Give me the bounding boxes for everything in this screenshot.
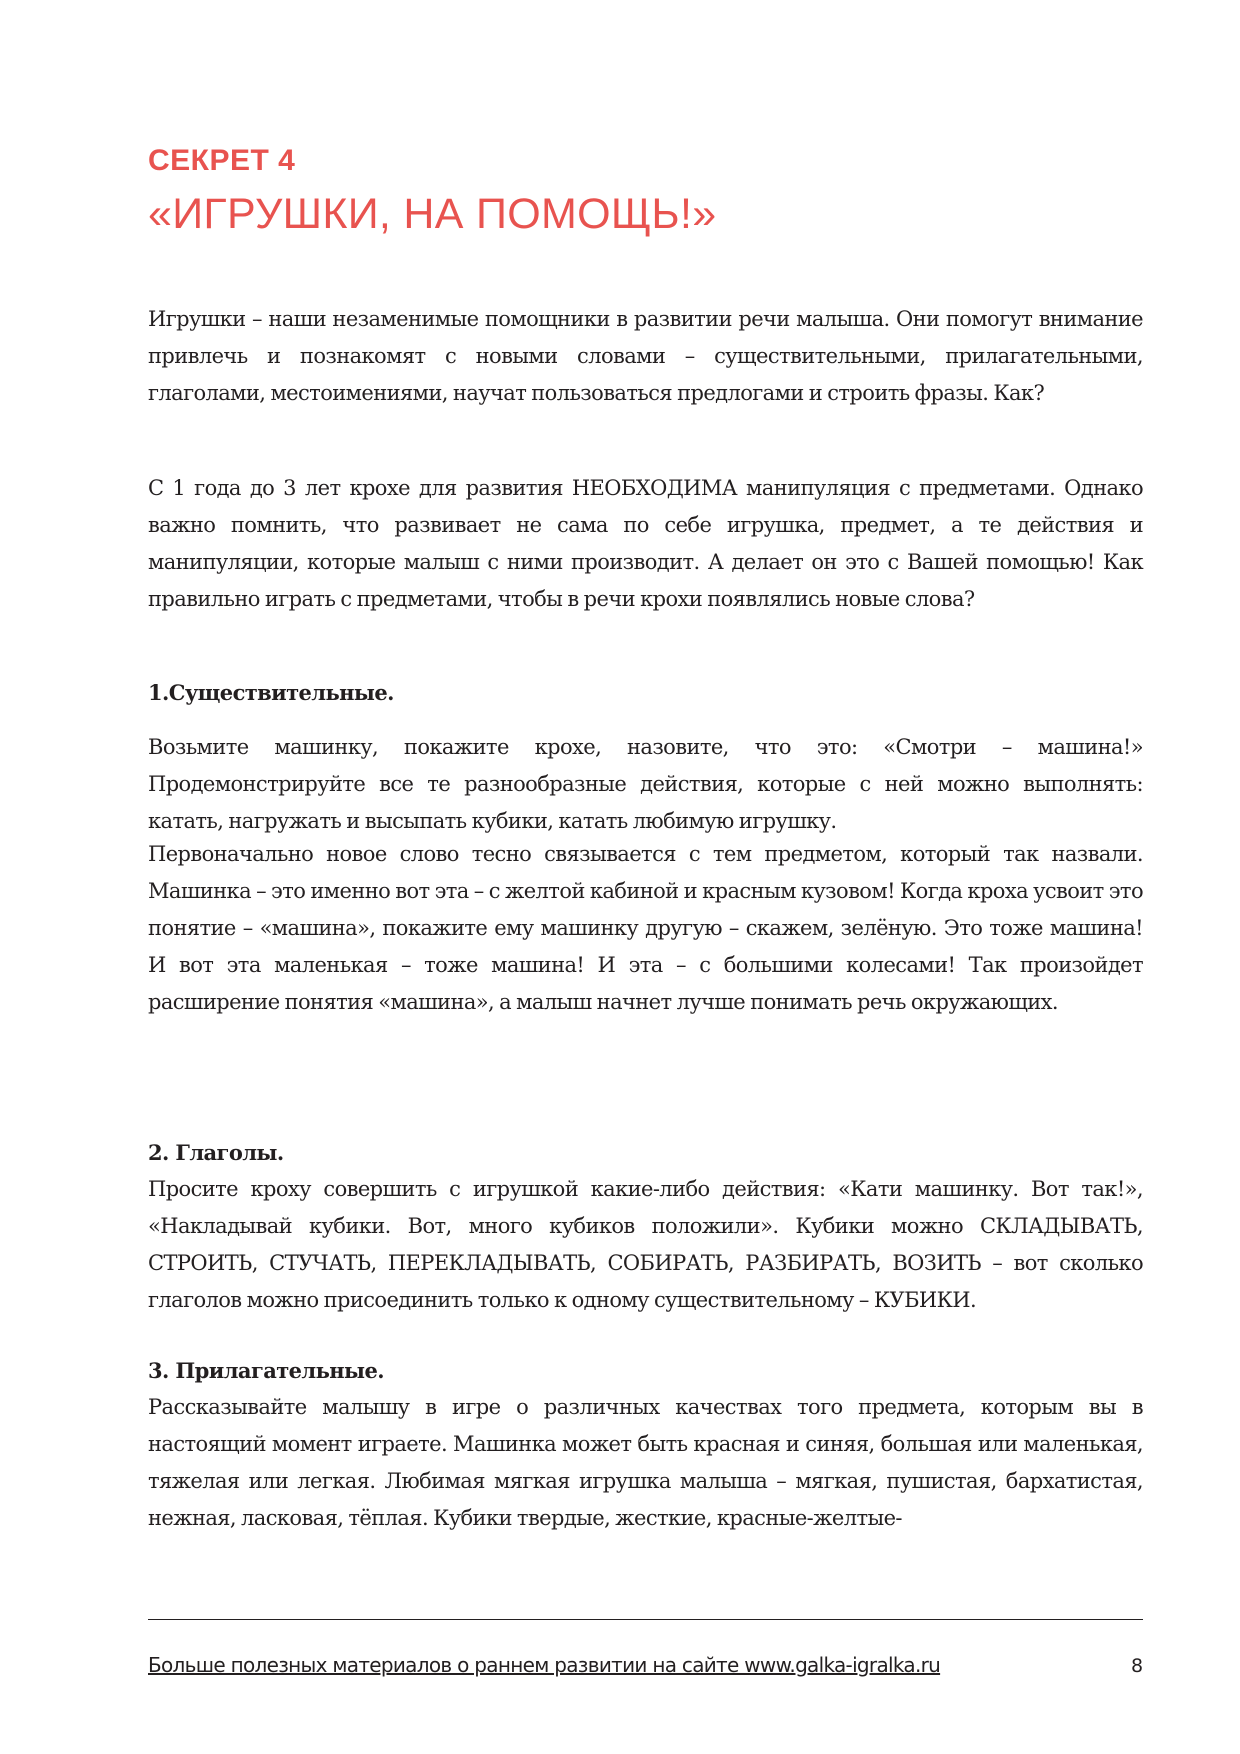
section-nouns-para-2-block: [148, 836, 1143, 1021]
intro-paragraph-1-block: [148, 301, 1143, 412]
intro-paragraph: Игрушки – наши незаменимые помощники в развитии речи малыша. Они помогут внимание привлечь и познакомят с новыми словами – существительными, прилагательными, глаголами, местоимениями, научат пользоваться предлогами и строить фразы. Как?: [148, 307, 1143, 405]
secret-number: СЕКРЕТ 4: [148, 144, 296, 177]
page-number: 8: [1131, 1655, 1144, 1677]
section-adjectives-para-1-block: [148, 1389, 1143, 1537]
section-heading-verbs: 2. Глаголы.: [148, 1140, 284, 1165]
section-paragraph: Возьмите машинку, покажите крохе, назовите, что это: «Смотри – машина!» Продемонстрируйте все те разнообразные действия, которые с ней можно выполнять: катать, нагружать и высыпать кубики, катать любимую игрушку.: [148, 735, 1143, 833]
section-nouns: [148, 674, 1143, 711]
section-heading-nouns: 1.Существительные.: [148, 680, 394, 705]
intro-paragraph: С 1 года до 3 лет крохе для развития НЕОБХОДИМА манипуляция с предметами. Однако важно помнить, что развивает не сама по себе игрушка, предмет, а те действия и манипуляции, которые малыш с ними производит. А делает он это с Вашей помощью! Как правильно играть с предметами, чтобы в речи крохи появлялись новые слова?: [148, 476, 1143, 611]
section-paragraph: Просите кроху совершить с игрушкой какие-либо действия: «Кати машинку. Вот так!», «Накладывай кубики. Вот, много кубиков положили». Кубики можно СКЛАДЫВАТЬ, СТРОИТЬ, СТУЧАТЬ, ПЕРЕКЛАДЫВАТЬ, СОБИРАТЬ, РАЗБИРАТЬ, ВОЗИТЬ – вот сколько глаголов можно присоединить только к одному существительному – КУБИКИ.: [148, 1177, 1143, 1312]
section-paragraph: Рассказывайте малышу в игре о различных качествах того предмета, которым вы в настоящий момент играете. Машинка может быть красная и синяя, большая или маленькая, тяжелая или легкая. Любимая мягкая игрушка малыша – мягкая, пушистая, бархатистая, нежная, ласковая, тёплая. Кубики твердые, жесткие, красные-желтые-: [148, 1395, 1143, 1530]
section-adjectives: [148, 1352, 1143, 1389]
section-heading-adjectives: 3. Прилагательные.: [148, 1358, 384, 1383]
section-nouns-para-1-block: [148, 729, 1143, 840]
footer-divider: [148, 1619, 1143, 1620]
page-title: «ИГРУШКИ, НА ПОМОЩЬ!»: [148, 190, 717, 238]
section-verbs: [148, 1134, 1143, 1171]
footer-website-link[interactable]: Больше полезных материалов о раннем развитии на сайте www.galka-igralka.ru: [148, 1653, 941, 1677]
intro-paragraph-2-block: [148, 470, 1143, 618]
section-paragraph: Первоначально новое слово тесно связывается с тем предметом, который так назвали. Машинка – это именно вот эта – с желтой кабиной и красным кузовом! Когда кроха усвоит это понятие – «машина», покажите ему машинку другую – скажем, зелёную. Это тоже машина! И вот эта маленькая – тоже машина! И эта – с большими колесами! Так произойдет расширение понятия «машина», а малыш начнет лучше понимать речь окружающих.: [148, 842, 1143, 1014]
section-verbs-para-1-block: [148, 1171, 1143, 1319]
